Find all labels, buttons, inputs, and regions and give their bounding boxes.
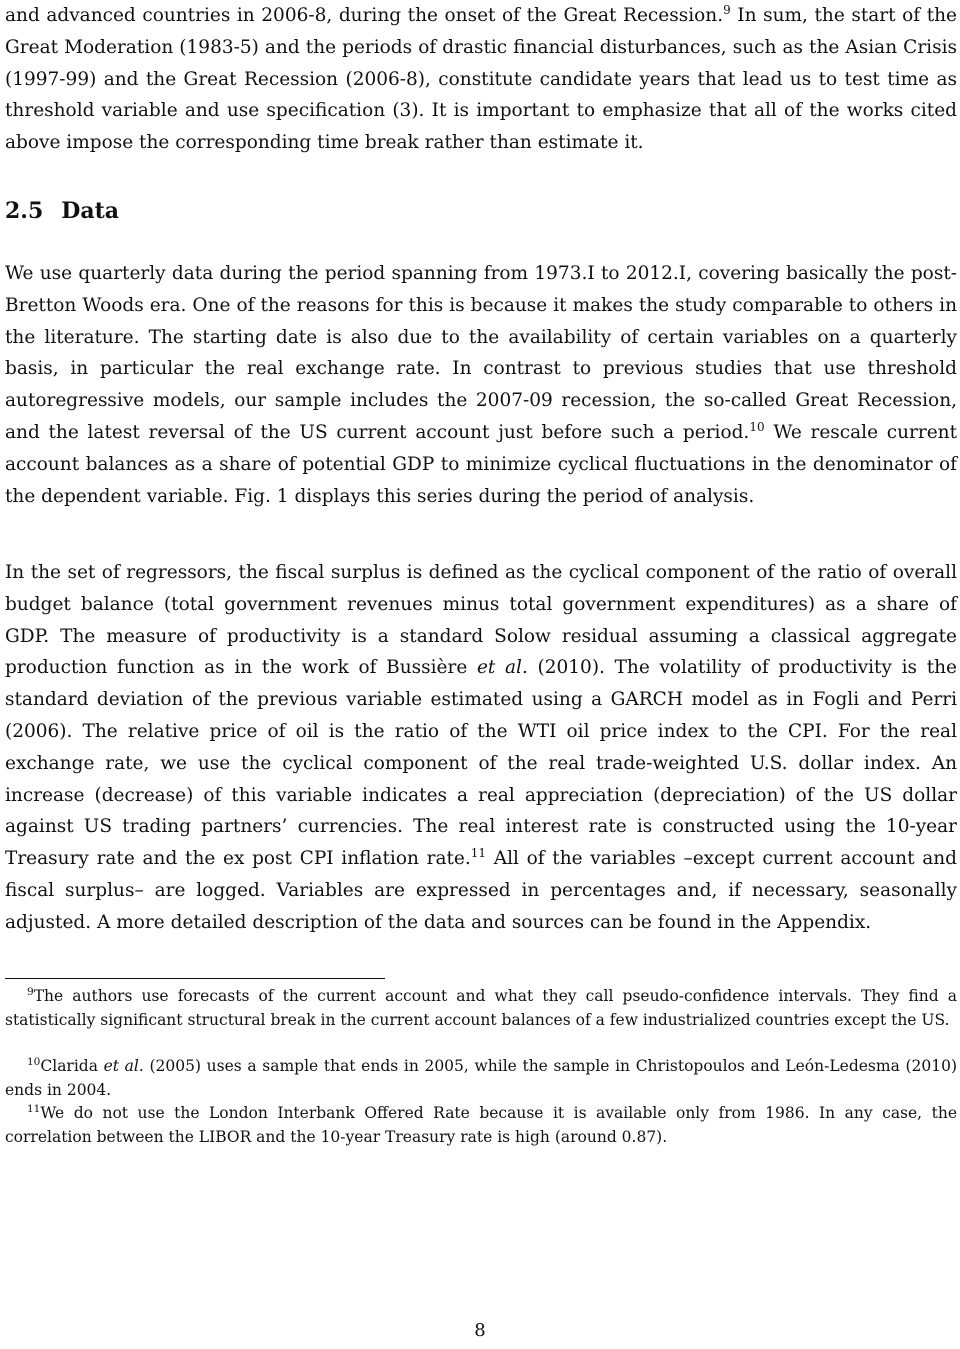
footnote-ref-10[interactable]: 10: [749, 419, 765, 434]
data-paragraph-1-text: We use quarterly data during the period spanning from 1973.I to 2012.I, covering basically the post-Bretton Woods era. One of the reasons for this is because it makes the study comparable to others in the literature. The starting date is also due to the availability of certain variables on a quarterly basis, in particular the real exchange rate. In contrast to previous studies that use threshold autoregressive models, our sample includes the 2007-09 recession, the so-called Great Recession, and the latest reversal of the US current account just before such a period.: [5, 263, 957, 443]
intro-paragraph: [5, 0, 957, 159]
footnote-text: Clarida: [40, 1057, 104, 1075]
footnote-ref-9[interactable]: 9: [723, 2, 731, 17]
et-al-italic: et al.: [476, 657, 528, 679]
footnote-11: [5, 1102, 957, 1149]
footnote-ref-11[interactable]: 11: [470, 846, 487, 861]
section-heading: [5, 198, 119, 224]
footnote-10: [5, 1055, 957, 1102]
footnote-mark: 10: [27, 1055, 41, 1068]
data-paragraph-1: [5, 258, 957, 512]
footnote-mark: 11: [27, 1102, 41, 1115]
et-al-italic: et al.: [103, 1057, 144, 1075]
footnote-text: We do not use the London Interbank Offered Rate because it is available only from 1986. In any case, the correlation between the LIBOR and the 10-year Treasury rate is high (around 0.87).: [5, 1104, 957, 1146]
section-number: 2.5: [5, 198, 44, 224]
page-number: 8: [474, 1320, 486, 1341]
footnote-mark: 9: [27, 985, 34, 998]
footnote-text-continued: (2005) uses a sample that ends in 2005, while the sample in Christopoulos and León-Ledesma (2010) ends in 2004.: [5, 1057, 957, 1099]
data-paragraph-2-text-c: All of the variables –except current account and fiscal surplus– are logged. Variables are expressed in percentages and, if necessary, seasonally adjusted. A more detailed description of the data and sources can be found in the Appendix.: [5, 848, 957, 933]
data-paragraph-2: [5, 557, 957, 939]
footnote-9: [5, 985, 957, 1032]
data-paragraph-2-text: In the set of regressors, the fiscal surplus is defined as the cyclical component of the ratio of overall budget balance (total government revenues minus total government expenditures) as a share of GDP. The measure of productivity is a standard Solow residual assuming a classical aggregate production function as in the work of Bussière: [5, 562, 957, 679]
intro-text: and advanced countries in 2006-8, during the onset of the Great Recession.: [5, 5, 724, 26]
intro-text-continued: In sum, the start of the Great Moderation (1983-5) and the periods of drastic financial disturbances, such as the Asian Crisis (1997-99) and the Great Recession (2006-8), constitute candidate years that lead us to test time as threshold variable and use specification (3). It is important to emphasize that all of the works cited above impose the corresponding time break rather than estimate it.: [5, 5, 957, 154]
footnote-divider: [5, 978, 385, 979]
section-title: Data: [61, 198, 120, 224]
footnote-text: The authors use forecasts of the current account and what they call pseudo-confidence intervals. They find a statistically significant structural break in the current account balances of a few industrialized countries except the US.: [5, 987, 957, 1029]
data-paragraph-2-text-b: (2010). The volatility of productivity is the standard deviation of the previous variable estimated using a GARCH model as in Fogli and Perri (2006). The relative price of oil is the ratio of the WTI oil price index to the CPI. For the real exchange rate, we use the cyclical component of the real trade-weighted U.S. dollar index. An increase (decrease) of this variable indicates a real appreciation (depreciation) of the US dollar against US trading partners’ currencies. The real interest rate is constructed using the 10-year Treasury rate and the ex post CPI inflation rate.: [5, 657, 957, 870]
data-paragraph-1-text-continued: We rescale current account balances as a share of potential GDP to minimize cyclical fluctuations in the denominator of the dependent variable. Fig. 1 displays this series during the period of analysis.: [5, 421, 958, 507]
